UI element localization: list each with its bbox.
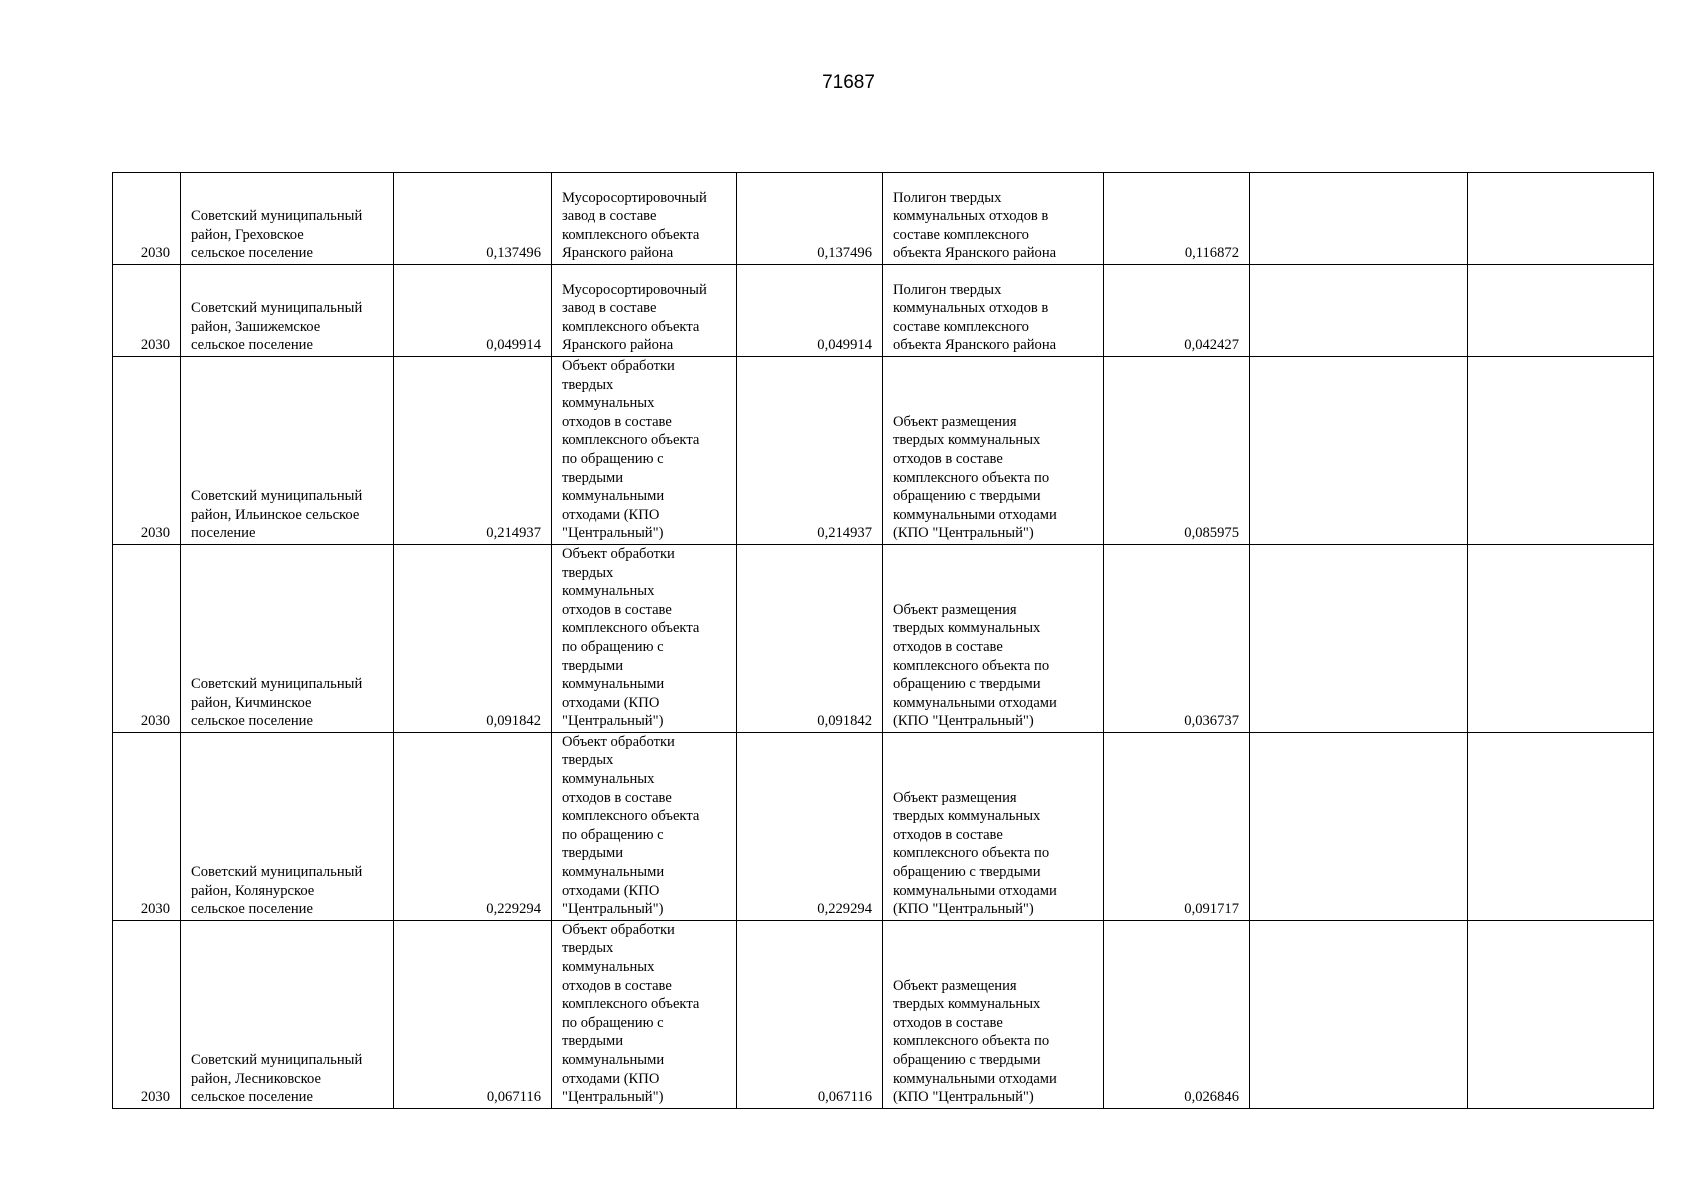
table-row [113, 265, 1654, 357]
empty-cell [1250, 920, 1468, 1108]
empty-cell [1468, 357, 1654, 545]
empty-cell [1468, 732, 1654, 920]
volume-placed-cell: 0,036737 [1104, 544, 1250, 732]
empty-cell [1468, 920, 1654, 1108]
processing-object-cell: Мусоросортировочный завод в составе комплексного объекта Яранского района [552, 265, 737, 357]
volume-processed-cell: 0,214937 [737, 357, 883, 545]
empty-cell [1250, 544, 1468, 732]
municipality-cell: Советский муниципальный район, Зашижемское сельское поселение [181, 265, 394, 357]
placement-object-cell: Полигон твердых коммунальных отходов в составе комплексного объекта Яранского района [883, 265, 1104, 357]
volume-generated-cell: 0,214937 [394, 357, 552, 545]
processing-object-cell: Объект обработки твердых коммунальных отходов в составе комплексного объекта по обращению с твердыми коммунальными отходами (КПО "Центральный") [552, 544, 737, 732]
year-cell: 2030 [113, 732, 181, 920]
volume-placed-cell: 0,042427 [1104, 265, 1250, 357]
table-row [113, 920, 1654, 1108]
processing-object-cell: Мусоросортировочный завод в составе комплексного объекта Яранского района [552, 173, 737, 265]
empty-cell [1468, 265, 1654, 357]
municipality-cell: Советский муниципальный район, Лесниковское сельское поселение [181, 920, 394, 1108]
year-cell: 2030 [113, 920, 181, 1108]
empty-cell [1468, 173, 1654, 265]
table-row [113, 357, 1654, 545]
volume-processed-cell: 0,229294 [737, 732, 883, 920]
volume-placed-cell: 0,085975 [1104, 357, 1250, 545]
empty-cell [1250, 265, 1468, 357]
placement-object-cell: Объект размещения твердых коммунальных отходов в составе комплексного объекта по обращению с твердыми коммунальными отходами (КПО "Центральный") [883, 357, 1104, 545]
table-row [113, 732, 1654, 920]
municipality-cell: Советский муниципальный район, Колянурское сельское поселение [181, 732, 394, 920]
placement-object-cell: Объект размещения твердых коммунальных отходов в составе комплексного объекта по обращению с твердыми коммунальными отходами (КПО "Центральный") [883, 732, 1104, 920]
volume-processed-cell: 0,137496 [737, 173, 883, 265]
volume-generated-cell: 0,137496 [394, 173, 552, 265]
processing-object-cell: Объект обработки твердых коммунальных отходов в составе комплексного объекта по обращению с твердыми коммунальными отходами (КПО "Центральный") [552, 920, 737, 1108]
volume-processed-cell: 0,067116 [737, 920, 883, 1108]
year-cell: 2030 [113, 173, 181, 265]
volume-generated-cell: 0,229294 [394, 732, 552, 920]
empty-cell [1468, 544, 1654, 732]
volume-placed-cell: 0,116872 [1104, 173, 1250, 265]
municipality-cell: Советский муниципальный район, Греховское сельское поселение [181, 173, 394, 265]
volume-placed-cell: 0,091717 [1104, 732, 1250, 920]
year-cell: 2030 [113, 265, 181, 357]
municipality-cell: Советский муниципальный район, Ильинское сельское поселение [181, 357, 394, 545]
volume-processed-cell: 0,049914 [737, 265, 883, 357]
volume-generated-cell: 0,067116 [394, 920, 552, 1108]
processing-object-cell: Объект обработки твердых коммунальных отходов в составе комплексного объекта по обращению с твердыми коммунальными отходами (КПО "Центральный") [552, 357, 737, 545]
page-number: 71687 [822, 72, 875, 93]
volume-generated-cell: 0,091842 [394, 544, 552, 732]
placement-object-cell: Объект размещения твердых коммунальных отходов в составе комплексного объекта по обращению с твердыми коммунальными отходами (КПО "Центральный") [883, 544, 1104, 732]
processing-object-cell: Объект обработки твердых коммунальных отходов в составе комплексного объекта по обращению с твердыми коммунальными отходами (КПО "Центральный") [552, 732, 737, 920]
year-cell: 2030 [113, 544, 181, 732]
table-row [113, 173, 1654, 265]
year-cell: 2030 [113, 357, 181, 545]
waste-flow-table [112, 172, 1654, 1109]
placement-object-cell: Объект размещения твердых коммунальных отходов в составе комплексного объекта по обращению с твердыми коммунальными отходами (КПО "Центральный") [883, 920, 1104, 1108]
empty-cell [1250, 357, 1468, 545]
volume-placed-cell: 0,026846 [1104, 920, 1250, 1108]
table-row [113, 544, 1654, 732]
volume-generated-cell: 0,049914 [394, 265, 552, 357]
empty-cell [1250, 732, 1468, 920]
empty-cell [1250, 173, 1468, 265]
volume-processed-cell: 0,091842 [737, 544, 883, 732]
municipality-cell: Советский муниципальный район, Кичминское сельское поселение [181, 544, 394, 732]
placement-object-cell: Полигон твердых коммунальных отходов в составе комплексного объекта Яранского района [883, 173, 1104, 265]
table-body [113, 173, 1654, 1109]
